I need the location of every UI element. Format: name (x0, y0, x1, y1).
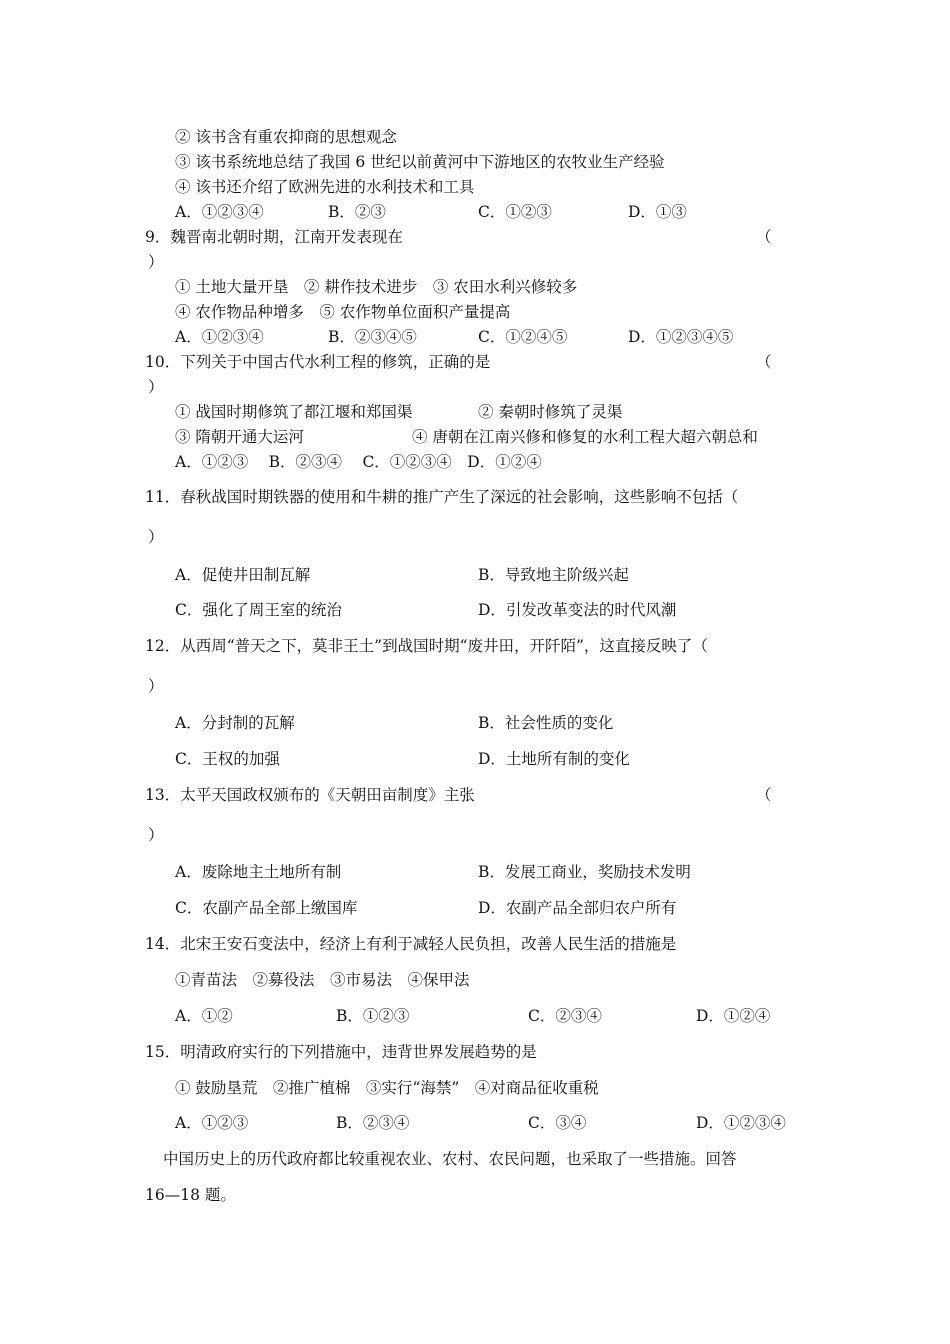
q8-option-a[interactable]: A．①②③④ (175, 203, 264, 221)
q10-statement-2: ② 秦朝时修筑了灵渠 (478, 403, 623, 421)
q15-option-d[interactable]: D．①②③④ (696, 1114, 786, 1132)
q9-option-d[interactable]: D．①②③④⑤ (628, 328, 734, 346)
q11-option-c[interactable]: C．强化了周王室的统治 (175, 601, 342, 619)
q11-stem: 11．春秋战国时期铁器的使用和牛耕的推广产生了深远的社会影响，这些影响不包括（ (145, 488, 739, 506)
q12-option-b[interactable]: B．社会性质的变化 (478, 714, 614, 732)
q14-option-d[interactable]: D．①②④ (696, 1007, 771, 1025)
q14-items: ①青苗法 ②募役法 ③市易法 ④保甲法 (175, 971, 470, 989)
passage-line-2: 16—18 题。 (145, 1186, 236, 1204)
q9-statements-row2: ④ 农作物品种增多 ⑤ 农作物单位面积产量提高 (175, 303, 511, 321)
q9-paren-open: （ (756, 228, 772, 246)
q8-option-d[interactable]: D．①③ (628, 203, 687, 221)
q11-option-d[interactable]: D．引发改革变法的时代风潮 (478, 601, 677, 619)
q10-statement-1: ① 战国时期修筑了都江堰和郑国渠 (175, 403, 413, 421)
q11-option-b[interactable]: B．导致地主阶级兴起 (478, 566, 629, 584)
q14-option-b[interactable]: B．①②③ (336, 1007, 410, 1025)
q13-option-b[interactable]: B．发展工商业，奖励技术发明 (478, 863, 691, 881)
q13-paren-open: （ (756, 786, 772, 804)
q15-option-c[interactable]: C．③④ (528, 1114, 587, 1132)
q9-option-a[interactable]: A．①②③④ (175, 328, 264, 346)
q9-option-c[interactable]: C．①②④⑤ (478, 328, 568, 346)
q10-options[interactable]: A．①②③ B．②③④ C．①②③④ D．①②④ (175, 453, 542, 471)
q14-stem: 14．北宋王安石变法中，经济上有利于减轻人民负担，改善人民生活的措施是 (145, 935, 677, 953)
q10-statement-3: ③ 隋朝开通大运河 (175, 428, 304, 446)
q13-option-c[interactable]: C．农副产品全部上缴国库 (175, 899, 358, 917)
q11-paren-close: ） (148, 528, 164, 546)
q9-option-b[interactable]: B．②③④⑤ (328, 328, 417, 346)
q15-stem: 15．明清政府实行的下列措施中，违背世界发展趋势的是 (145, 1043, 537, 1061)
q11-option-a[interactable]: A．促使井田制瓦解 (175, 566, 311, 584)
q15-option-b[interactable]: B．②③④ (336, 1114, 410, 1132)
q8-option-c[interactable]: C．①②③ (478, 203, 552, 221)
q10-statement-4: ④ 唐朝在江南兴修和修复的水利工程大超六朝总和 (412, 428, 758, 446)
q9-paren-close: ） (148, 253, 164, 271)
q14-option-a[interactable]: A．①② (175, 1007, 233, 1025)
q10-stem: 10．下列关于中国古代水利工程的修筑，正确的是 (145, 353, 491, 371)
q13-paren-close: ） (148, 826, 164, 844)
q15-items: ① 鼓励垦荒 ②推广植棉 ③实行“海禁” ④对商品征收重税 (175, 1079, 599, 1097)
q10-paren-open: （ (756, 353, 772, 371)
q12-stem: 12．从西周“普天之下，莫非王土”到战国时期“废井田，开阡陌”，这直接反映了（ (145, 637, 708, 655)
q9-stem: 9．魏晋南北朝时期，江南开发表现在 (145, 228, 403, 246)
q14-option-c[interactable]: C．②③④ (528, 1007, 602, 1025)
q10-paren-close: ） (148, 378, 164, 396)
q12-option-d[interactable]: D．土地所有制的变化 (478, 750, 630, 768)
q8-statement-2: ② 该书含有重农抑商的思想观念 (175, 128, 397, 146)
q13-stem: 13．太平天国政权颁布的《天朝田亩制度》主张 (145, 786, 475, 804)
q12-paren-close: ） (148, 677, 164, 695)
q13-option-d[interactable]: D．农副产品全部归农户所有 (478, 899, 677, 917)
q12-option-a[interactable]: A．分封制的瓦解 (175, 714, 295, 732)
q8-statement-3: ③ 该书系统地总结了我国 6 世纪以前黄河中下游地区的农牧业生产经验 (175, 153, 665, 171)
q12-option-c[interactable]: C．王权的加强 (175, 750, 280, 768)
q15-option-a[interactable]: A．①②③ (175, 1114, 249, 1132)
passage-line-1: 中国历史上的历代政府都比较重视农业、农村、农民问题，也采取了一些措施。回答 (163, 1150, 737, 1168)
q8-statement-4: ④ 该书还介绍了欧洲先进的水利技术和工具 (175, 178, 475, 196)
q9-statements-row1: ① 土地大量开垦 ② 耕作技术进步 ③ 农田水利兴修较多 (175, 278, 578, 296)
q13-option-a[interactable]: A．废除地主土地所有制 (175, 863, 342, 881)
q8-option-b[interactable]: B．②③ (328, 203, 386, 221)
